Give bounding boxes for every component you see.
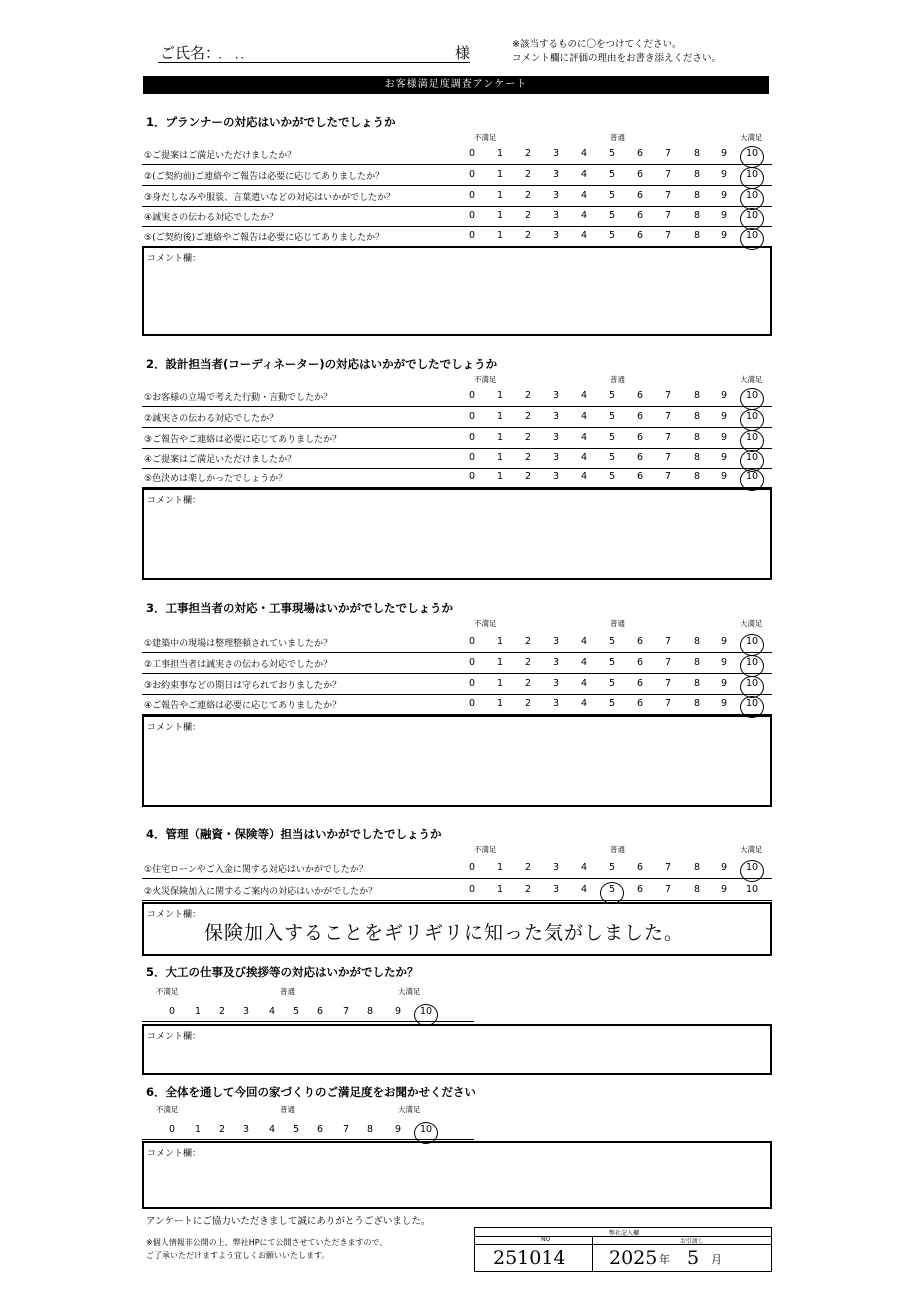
- name-label: ご氏名： ． ．．: [160, 44, 252, 62]
- rating-option-0[interactable]: 0: [468, 884, 476, 895]
- rating-option-5[interactable]: 5: [608, 230, 616, 241]
- rating-option-2[interactable]: 2: [524, 230, 532, 241]
- rating-option-10[interactable]: 10: [416, 1006, 436, 1017]
- rating-option-9[interactable]: 9: [720, 471, 728, 482]
- rating-option-8[interactable]: 8: [693, 657, 701, 668]
- rating-option-10[interactable]: 10: [742, 190, 762, 201]
- rating-option-0[interactable]: 0: [468, 452, 476, 463]
- rating-option-4[interactable]: 4: [580, 230, 588, 241]
- question-row: [142, 632, 772, 653]
- no-label: NO: [541, 1236, 551, 1243]
- section-6-scale-mid: 普通: [280, 1105, 295, 1114]
- section-1-comment-box[interactable]: [142, 246, 772, 336]
- question-row: [142, 674, 772, 695]
- rating-option-0[interactable]: 0: [468, 230, 476, 241]
- rating-option-5[interactable]: 5: [602, 884, 622, 895]
- question-text: ②火災保険加入に関するご案内の対応はいかがでしたか？: [144, 887, 378, 897]
- rating-option-8[interactable]: 8: [693, 210, 701, 221]
- rating-option-5[interactable]: 5: [608, 657, 616, 668]
- rating-option-7[interactable]: 7: [664, 657, 672, 668]
- rating-option-4[interactable]: 4: [580, 169, 588, 180]
- question-text: ④ご提案はご満足いただけましたか？: [144, 455, 297, 465]
- rating-option-1[interactable]: 1: [194, 1006, 202, 1017]
- question-row: [142, 428, 772, 449]
- rating-option-7[interactable]: 7: [664, 230, 672, 241]
- rating-option-2[interactable]: 2: [524, 432, 532, 443]
- handwritten-comment: 保険加入することをギリギリに知った気がしました。: [204, 922, 685, 944]
- rating-option-4[interactable]: 4: [580, 862, 588, 873]
- rating-option-0[interactable]: 0: [468, 678, 476, 689]
- rating-option-4[interactable]: 4: [268, 1124, 276, 1135]
- rating-option-5[interactable]: 5: [608, 432, 616, 443]
- rating-option-0[interactable]: 0: [468, 698, 476, 709]
- rating-option-5[interactable]: 5: [608, 190, 616, 201]
- rating-option-2[interactable]: 2: [524, 210, 532, 221]
- rating-option-10[interactable]: 10: [742, 452, 762, 463]
- question-text: ⑤(ご契約後)ご連絡やご報告は必要に応じてありましたか？: [144, 233, 385, 243]
- question-text: ②(ご契約前)ご連絡やご報告は必要に応じてありましたか？: [144, 172, 385, 182]
- question-row: [142, 407, 772, 428]
- rating-option-9[interactable]: 9: [720, 190, 728, 201]
- rating-option-2[interactable]: 2: [524, 678, 532, 689]
- rating-option-2[interactable]: 2: [524, 169, 532, 180]
- rating-option-1[interactable]: 1: [496, 411, 504, 422]
- rating-option-0[interactable]: 0: [468, 210, 476, 221]
- rating-option-7[interactable]: 7: [664, 169, 672, 180]
- question-row: [142, 165, 772, 186]
- rating-option-3[interactable]: 3: [552, 471, 560, 482]
- rating-option-5[interactable]: 5: [608, 678, 616, 689]
- question-text: ①建築中の現場は整理整頓されていましたか？: [144, 639, 333, 649]
- rating-option-2[interactable]: 2: [524, 657, 532, 668]
- question-text: ②工事担当者は誠実さの伝わる対応でしたか？: [144, 660, 333, 670]
- rating-option-5[interactable]: 5: [292, 1124, 300, 1135]
- question-row: [142, 653, 772, 674]
- rating-option-2[interactable]: 2: [524, 698, 532, 709]
- rating-option-1[interactable]: 1: [496, 148, 504, 159]
- section-2-comment-box[interactable]: [142, 488, 772, 580]
- rating-option-5[interactable]: 5: [608, 148, 616, 159]
- section-3-comment-box[interactable]: [142, 715, 772, 807]
- rating-option-7[interactable]: 7: [664, 411, 672, 422]
- instruction-note-2: コメント欄に評価の理由をお書き添えください。: [512, 53, 722, 64]
- rating-option-9[interactable]: 9: [720, 636, 728, 647]
- rating-option-4[interactable]: 4: [580, 698, 588, 709]
- rating-option-10[interactable]: 10: [742, 390, 762, 401]
- rating-option-3[interactable]: 3: [552, 190, 560, 201]
- rating-option-3[interactable]: 3: [242, 1006, 250, 1017]
- rating-option-8[interactable]: 8: [693, 390, 701, 401]
- section-2-scale-low: 不満足: [474, 375, 497, 384]
- rating-option-2[interactable]: 2: [524, 884, 532, 895]
- section-4-comment-box[interactable]: [142, 902, 772, 956]
- rating-option-5[interactable]: 5: [608, 698, 616, 709]
- rating-option-5[interactable]: 5: [608, 471, 616, 482]
- rating-option-3[interactable]: 3: [552, 169, 560, 180]
- rating-option-3[interactable]: 3: [552, 698, 560, 709]
- office-use-box: [474, 1227, 772, 1272]
- question-row: [142, 386, 772, 407]
- rating-option-3[interactable]: 3: [552, 862, 560, 873]
- rating-option-4[interactable]: 4: [580, 636, 588, 647]
- section-4-scale-low: 不満足: [474, 845, 497, 854]
- question-text: ①ご提案はご満足いただけましたか？: [144, 151, 297, 161]
- rating-option-0[interactable]: 0: [468, 390, 476, 401]
- section-5-scale-high: 大満足: [398, 987, 421, 996]
- rating-option-5[interactable]: 5: [608, 862, 616, 873]
- rating-option-10[interactable]: 10: [742, 230, 762, 241]
- section-2-title: 2．設計担当者(コーディネーター)の対応はいかがでしたでしょうか: [146, 357, 498, 371]
- rating-option-5[interactable]: 5: [608, 390, 616, 401]
- month-unit: 月: [711, 1253, 722, 1266]
- rating-option-3[interactable]: 3: [552, 636, 560, 647]
- rating-option-5[interactable]: 5: [608, 210, 616, 221]
- rating-option-9[interactable]: 9: [720, 230, 728, 241]
- question-text: ①住宅ローンやご入金に関する対応はいかがでしたか？: [144, 865, 368, 875]
- rating-option-9[interactable]: 9: [720, 884, 728, 895]
- section-5-title: 5．大工の仕事及び挨拶等の対応はいかがでしたか？: [146, 965, 419, 979]
- rating-option-6[interactable]: 6: [636, 657, 644, 668]
- rating-option-0[interactable]: 0: [468, 471, 476, 482]
- rating-option-10[interactable]: 10: [745, 884, 759, 895]
- rating-option-1[interactable]: 1: [496, 169, 504, 180]
- section-2-scale-high: 大満足: [740, 375, 763, 384]
- handover-month[interactable]: 5: [687, 1247, 700, 1269]
- rating-option-8[interactable]: 8: [693, 884, 701, 895]
- rating-option-9[interactable]: 9: [720, 390, 728, 401]
- section-6-comment-box[interactable]: [142, 1141, 772, 1209]
- rating-option-9[interactable]: 9: [720, 210, 728, 221]
- rating-option-4[interactable]: 4: [580, 210, 588, 221]
- rating-option-7[interactable]: 7: [664, 471, 672, 482]
- rating-option-2[interactable]: 2: [218, 1006, 226, 1017]
- rating-option-6[interactable]: 6: [636, 884, 644, 895]
- privacy-note-line-1: ※個人情報非公開の上、弊社HPにて公開させていただきますので、: [146, 1238, 388, 1247]
- rating-option-0[interactable]: 0: [168, 1124, 176, 1135]
- question-row: [142, 226, 772, 247]
- question-text: ①お客様の立場で考えた行動・言動でしたか？: [144, 393, 333, 403]
- rating-option-0[interactable]: 0: [468, 862, 476, 873]
- rating-option-1[interactable]: 1: [496, 698, 504, 709]
- rating-option-6[interactable]: 6: [636, 411, 644, 422]
- section-1-comment-label: コメント欄：: [147, 254, 202, 264]
- rating-option-3[interactable]: 3: [552, 210, 560, 221]
- rating-option-6[interactable]: 6: [636, 210, 644, 221]
- rating-option-10[interactable]: 10: [742, 862, 762, 873]
- rating-option-5[interactable]: 5: [608, 411, 616, 422]
- rating-option-6[interactable]: 6: [636, 471, 644, 482]
- section-4-scale-high: 大満足: [740, 845, 763, 854]
- question-row: [142, 448, 772, 469]
- rating-option-2[interactable]: 2: [218, 1124, 226, 1135]
- question-row: [142, 144, 772, 165]
- section-4-comment-label: コメント欄：: [147, 910, 202, 920]
- rating-option-9[interactable]: 9: [720, 657, 728, 668]
- rating-option-9[interactable]: 9: [394, 1006, 402, 1017]
- rating-option-10[interactable]: 10: [742, 432, 762, 443]
- rating-option-0[interactable]: 0: [468, 657, 476, 668]
- question-row: [142, 694, 772, 715]
- rating-option-3[interactable]: 3: [552, 657, 560, 668]
- customer-number[interactable]: 251014: [493, 1247, 566, 1269]
- question-text: ④ご報告やご連絡は必要に応じてありましたか？: [144, 701, 342, 711]
- rating-option-7[interactable]: 7: [664, 884, 672, 895]
- section-5-scale-mid: 普通: [280, 987, 295, 996]
- handover-year[interactable]: 2025: [609, 1247, 658, 1269]
- rating-option-3[interactable]: 3: [552, 390, 560, 401]
- rating-option-10[interactable]: 10: [742, 678, 762, 689]
- name-value[interactable]: ． ．．: [218, 48, 252, 61]
- rating-option-4[interactable]: 4: [580, 190, 588, 201]
- section-4-title: 4．管理（融資・保険等）担当はいかがでしたでしょうか: [146, 827, 442, 841]
- rating-option-6[interactable]: 6: [636, 862, 644, 873]
- rating-option-4[interactable]: 4: [580, 471, 588, 482]
- rating-option-8[interactable]: 8: [693, 862, 701, 873]
- rating-option-6[interactable]: 6: [636, 390, 644, 401]
- rating-option-3[interactable]: 3: [552, 432, 560, 443]
- rating-option-7[interactable]: 7: [664, 390, 672, 401]
- question-text: ④誠実さの伝わる対応でしたか？: [144, 213, 279, 223]
- question-row: [142, 186, 772, 207]
- section-1-title: 1．プランナーの対応はいかがでしたでしょうか: [146, 115, 396, 129]
- year-unit: 年: [659, 1253, 670, 1266]
- rating-option-8[interactable]: 8: [693, 411, 701, 422]
- rating-option-3[interactable]: 3: [552, 230, 560, 241]
- rating-option-7[interactable]: 7: [664, 678, 672, 689]
- rating-option-6[interactable]: 6: [636, 636, 644, 647]
- rating-option-9[interactable]: 9: [720, 411, 728, 422]
- section-6-rating-row: [142, 1120, 474, 1140]
- rating-option-4[interactable]: 4: [580, 148, 588, 159]
- rating-option-8[interactable]: 8: [693, 678, 701, 689]
- privacy-note: [146, 1236, 387, 1262]
- rating-option-4[interactable]: 4: [580, 452, 588, 463]
- section-6-title: 6．全体を通して今回の家づくりのご満足度をお聞かせください: [146, 1085, 476, 1099]
- rating-option-9[interactable]: 9: [394, 1124, 402, 1135]
- rating-option-1[interactable]: 1: [194, 1124, 202, 1135]
- section-3-scale-low: 不満足: [474, 619, 497, 628]
- rating-option-0[interactable]: 0: [468, 190, 476, 201]
- rating-option-8[interactable]: 8: [693, 452, 701, 463]
- rating-option-8[interactable]: 8: [693, 190, 701, 201]
- rating-option-7[interactable]: 7: [664, 452, 672, 463]
- rating-option-6[interactable]: 6: [636, 190, 644, 201]
- rating-option-5[interactable]: 5: [608, 169, 616, 180]
- rating-option-8[interactable]: 8: [693, 230, 701, 241]
- rating-option-6[interactable]: 6: [636, 148, 644, 159]
- rating-option-8[interactable]: 8: [366, 1006, 374, 1017]
- thanks-message: アンケートにご協力いただきまして誠にありがとうございました。: [146, 1216, 431, 1227]
- rating-option-8[interactable]: 8: [693, 698, 701, 709]
- rating-option-1[interactable]: 1: [496, 884, 504, 895]
- rating-option-5[interactable]: 5: [608, 636, 616, 647]
- office-use-divider: [592, 1236, 593, 1272]
- question-text: ⑤色決めは楽しかったでしょうか？: [144, 474, 288, 484]
- office-use-subheader: [475, 1236, 771, 1245]
- rating-option-2[interactable]: 2: [524, 411, 532, 422]
- rating-option-10[interactable]: 10: [742, 169, 762, 180]
- rating-option-8[interactable]: 8: [693, 432, 701, 443]
- section-1-scale-mid: 普通: [610, 133, 625, 142]
- rating-option-8[interactable]: 8: [693, 471, 701, 482]
- rating-option-2[interactable]: 2: [524, 471, 532, 482]
- rating-option-10[interactable]: 10: [742, 657, 762, 668]
- rating-option-9[interactable]: 9: [720, 678, 728, 689]
- rating-option-3[interactable]: 3: [552, 411, 560, 422]
- selected-rating-circle: [740, 860, 764, 882]
- section-1-scale-high: 大満足: [740, 133, 763, 142]
- rating-option-3[interactable]: 3: [552, 452, 560, 463]
- section-3-comment-label: コメント欄：: [147, 723, 202, 733]
- section-5-rating-row: [142, 1002, 474, 1022]
- rating-option-0[interactable]: 0: [468, 148, 476, 159]
- rating-option-1[interactable]: 1: [496, 471, 504, 482]
- rating-option-9[interactable]: 9: [720, 452, 728, 463]
- rating-option-6[interactable]: 6: [636, 698, 644, 709]
- section-6-scale-low: 不満足: [156, 1105, 179, 1114]
- section-5-row-underline: [142, 1021, 474, 1022]
- rating-option-10[interactable]: 10: [742, 411, 762, 422]
- rating-option-6[interactable]: 6: [636, 230, 644, 241]
- rating-option-6[interactable]: 6: [316, 1006, 324, 1017]
- rating-option-4[interactable]: 4: [580, 678, 588, 689]
- rating-option-4[interactable]: 4: [580, 657, 588, 668]
- rating-option-6[interactable]: 6: [316, 1124, 324, 1135]
- rating-option-7[interactable]: 7: [342, 1124, 350, 1135]
- handover-label: お引渡し: [680, 1238, 705, 1245]
- rating-option-2[interactable]: 2: [524, 452, 532, 463]
- rating-option-3[interactable]: 3: [552, 678, 560, 689]
- rating-option-2[interactable]: 2: [524, 148, 532, 159]
- rating-option-1[interactable]: 1: [496, 657, 504, 668]
- rating-option-8[interactable]: 8: [693, 636, 701, 647]
- rating-option-4[interactable]: 4: [580, 390, 588, 401]
- rating-option-4[interactable]: 4: [580, 411, 588, 422]
- section-5-scale-low: 不満足: [156, 987, 179, 996]
- selected-rating-circle: [414, 1004, 438, 1026]
- rating-option-4[interactable]: 4: [580, 432, 588, 443]
- section-3-scale-mid: 普通: [610, 619, 625, 628]
- section-5-comment-label: コメント欄：: [147, 1032, 202, 1042]
- rating-option-10[interactable]: 10: [742, 636, 762, 647]
- rating-option-7[interactable]: 7: [664, 148, 672, 159]
- rating-option-6[interactable]: 6: [636, 432, 644, 443]
- rating-option-1[interactable]: 1: [496, 452, 504, 463]
- rating-option-1[interactable]: 1: [496, 390, 504, 401]
- rating-option-2[interactable]: 2: [524, 190, 532, 201]
- instruction-note-1: ※該当するものに〇をつけてください。: [512, 39, 682, 50]
- selected-rating-circle: [600, 882, 624, 904]
- question-row: [142, 206, 772, 227]
- name-underline: [158, 62, 470, 63]
- rating-option-5[interactable]: 5: [292, 1006, 300, 1017]
- rating-option-7[interactable]: 7: [664, 432, 672, 443]
- section-1-scale-low: 不満足: [474, 133, 497, 142]
- question-row: [142, 858, 772, 879]
- rating-option-2[interactable]: 2: [524, 390, 532, 401]
- rating-option-4[interactable]: 4: [268, 1006, 276, 1017]
- rating-option-9[interactable]: 9: [720, 432, 728, 443]
- rating-option-0[interactable]: 0: [168, 1006, 176, 1017]
- rating-option-1[interactable]: 1: [496, 190, 504, 201]
- rating-option-7[interactable]: 7: [664, 210, 672, 221]
- section-6-comment-label: コメント欄：: [147, 1149, 202, 1159]
- section-2-scale-mid: 普通: [610, 375, 625, 384]
- rating-option-9[interactable]: 9: [720, 862, 728, 873]
- rating-option-2[interactable]: 2: [524, 862, 532, 873]
- rating-option-6[interactable]: 6: [636, 678, 644, 689]
- rating-option-6[interactable]: 6: [636, 169, 644, 180]
- question-text: ③身だしなみや服装、言葉遣いなどの対応はいかがでしたか？: [144, 193, 396, 203]
- rating-option-8[interactable]: 8: [693, 148, 701, 159]
- rating-option-7[interactable]: 7: [664, 636, 672, 647]
- rating-option-7[interactable]: 7: [664, 190, 672, 201]
- rating-option-7[interactable]: 7: [664, 698, 672, 709]
- instruction-notes: [512, 38, 721, 66]
- rating-option-7[interactable]: 7: [342, 1006, 350, 1017]
- rating-option-3[interactable]: 3: [242, 1124, 250, 1135]
- question-text: ②誠実さの伝わる対応でしたか？: [144, 414, 279, 424]
- question-row: [142, 880, 772, 901]
- rating-option-5[interactable]: 5: [608, 452, 616, 463]
- question-text: ③ご報告やご連絡は必要に応じてありましたか？: [144, 435, 342, 445]
- survey-title-bar: お客様満足度調査アンケート: [143, 76, 769, 94]
- rating-option-10[interactable]: 10: [742, 210, 762, 221]
- section-2-comment-label: コメント欄：: [147, 496, 202, 506]
- rating-option-8[interactable]: 8: [366, 1124, 374, 1135]
- rating-option-0[interactable]: 0: [468, 411, 476, 422]
- question-text: ③お約束事などの期日は守られておりましたか？: [144, 681, 342, 691]
- rating-option-0[interactable]: 0: [468, 169, 476, 180]
- rating-option-6[interactable]: 6: [636, 452, 644, 463]
- section-5-comment-box[interactable]: [142, 1024, 772, 1075]
- rating-option-3[interactable]: 3: [552, 148, 560, 159]
- rating-option-1[interactable]: 1: [496, 636, 504, 647]
- rating-option-4[interactable]: 4: [580, 884, 588, 895]
- rating-option-1[interactable]: 1: [496, 210, 504, 221]
- section-3-title: 3．工事担当者の対応・工事現場はいかがでしたでしょうか: [146, 601, 453, 615]
- privacy-note-line-2: ご了承いただけますよう宜しくお願いいたします。: [146, 1251, 330, 1260]
- rating-option-1[interactable]: 1: [496, 678, 504, 689]
- section-6-row-underline: [142, 1139, 474, 1140]
- rating-option-0[interactable]: 0: [468, 636, 476, 647]
- rating-option-10[interactable]: 10: [416, 1124, 436, 1135]
- office-use-header-label: 弊社記入欄: [609, 1230, 640, 1237]
- rating-option-1[interactable]: 1: [496, 862, 504, 873]
- rating-option-10[interactable]: 10: [742, 148, 762, 159]
- question-row: [142, 467, 772, 488]
- rating-option-9[interactable]: 9: [720, 148, 728, 159]
- rating-option-9[interactable]: 9: [720, 169, 728, 180]
- rating-option-8[interactable]: 8: [693, 169, 701, 180]
- rating-option-9[interactable]: 9: [720, 698, 728, 709]
- rating-option-10[interactable]: 10: [742, 698, 762, 709]
- rating-option-0[interactable]: 0: [468, 432, 476, 443]
- rating-option-1[interactable]: 1: [496, 432, 504, 443]
- rating-option-1[interactable]: 1: [496, 230, 504, 241]
- section-3-scale-high: 大満足: [740, 619, 763, 628]
- section-4-scale-mid: 普通: [610, 845, 625, 854]
- rating-option-7[interactable]: 7: [664, 862, 672, 873]
- sama-honorific: 様: [455, 44, 471, 62]
- section-6-scale-high: 大満足: [398, 1105, 421, 1114]
- rating-option-2[interactable]: 2: [524, 636, 532, 647]
- rating-option-10[interactable]: 10: [742, 471, 762, 482]
- rating-option-3[interactable]: 3: [552, 884, 560, 895]
